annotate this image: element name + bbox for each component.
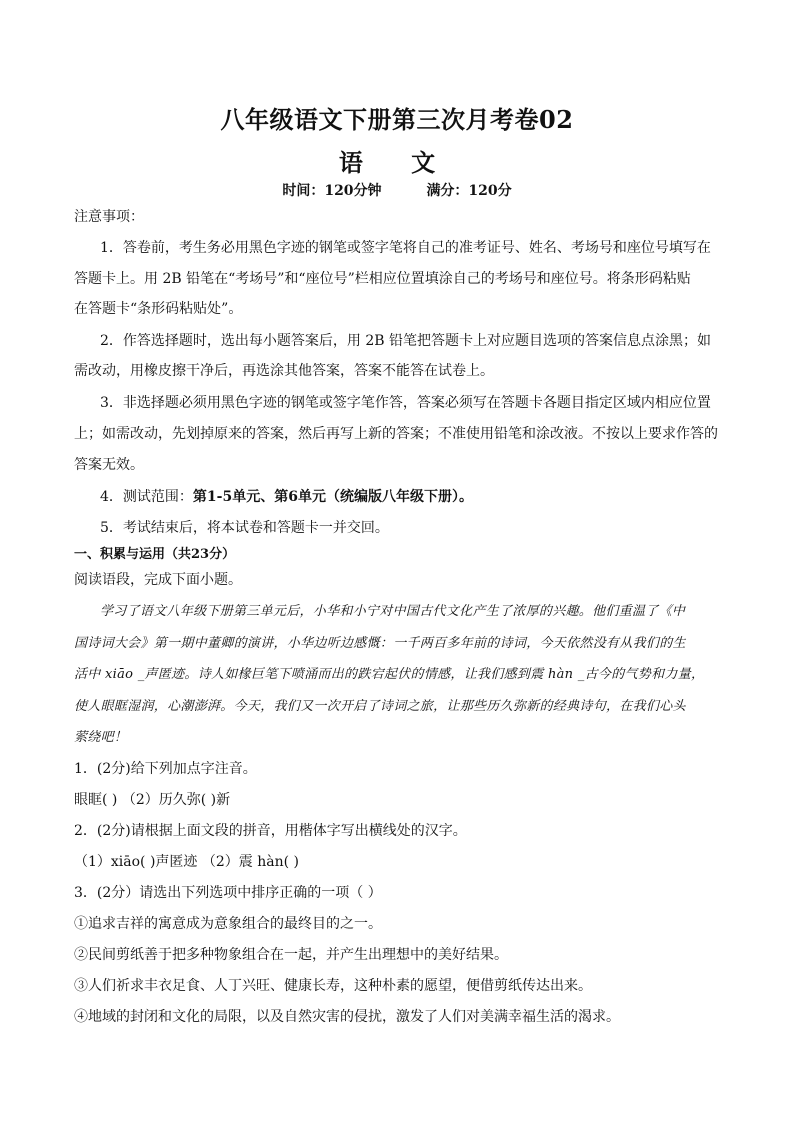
notice-item-5: 5．考试结束后，将本试卷和答题卡一并交回。 [100, 520, 389, 536]
exam-time: 时间：120分钟 [282, 183, 382, 199]
section-1-heading: 一、积累与运用（共23分） [74, 547, 236, 562]
exam-score: 满分：120分 [426, 183, 512, 199]
exam-meta [0, 180, 794, 200]
notice-item-1-line-2: 答题卡上。用 2B 铅笔在“考场号”和“座位号”栏相应位置填涂自己的考场号和座位号。将条形码粘贴 [74, 271, 691, 287]
question-3: 3．(2分）请选出下列选项中排序正确的一项（ ） [74, 885, 382, 901]
question-3-option-2: ②民间剪纸善于把多种物象组合在一起，并产生出理想中的美好结果。 [74, 947, 508, 963]
notice-item-2-line-1: 2．作答选择题时，选出每小题答案后，用 2B 铅笔把答题卡上对应题目选项的答案信息点涂黑；如 [100, 333, 712, 349]
question-3-option-1: ①追求吉祥的寓意成为意象组合的最终目的之一。 [74, 916, 382, 932]
passage-line-4: 使人眼眶湿润，心潮澎湃。今天，我们又一次开启了诗词之旅，让那些历久弥新的经典诗句，在我们心头 [74, 699, 686, 714]
question-3-option-4: ④地域的封闭和文化的局限，以及自然灾害的侵扰，激发了人们对美满幸福生活的渴求。 [74, 1009, 620, 1025]
question-3-option-3: ③人们祈求丰衣足食、人丁兴旺、健康长寿，这种朴素的愿望，便借剪纸传达出来。 [74, 978, 592, 994]
section-1-intro: 阅读语段，完成下面小题。 [74, 572, 242, 588]
passage-line-5: 萦绕吧！ [74, 730, 128, 745]
notice-heading: 注意事项： [74, 209, 144, 225]
notice-item-1-line-1: 1．答卷前，考生务必用黑色字迹的钢笔或签字笔将自己的准考证号、姓名、考场号和座位号填写在 [100, 240, 711, 256]
passage-line-1: 学习了语文八年级下册第三单元后，小华和小宁对中国古代文化产生了浓厚的兴趣。他们重温了《中 [100, 604, 686, 619]
question-1: 1．(2分)给下列加点字注音。 [74, 761, 257, 777]
question-2-items: （1）xiāo( )声匿迹 （2）震 hàn( ) [74, 854, 299, 870]
passage-line-2: 国诗词大会》第一期中董卿的演讲，小华边听边感慨：一千两百多年前的诗词，今天依然没有从我们的生 [74, 636, 686, 651]
notice-item-1-line-3: 在答题卡“条形码粘贴处”。 [74, 301, 243, 317]
notice-item-3-line-2: 上；如需改动，先划掉原来的答案，然后再写上新的答案；不准使用铅笔和涂改液。不按以上要求作答的 [74, 426, 718, 442]
passage-line-3: 活中 xiāo _声匿迹。诗人如椽巨笔下喷涌而出的跌宕起伏的情感，让我们感到震 hàn _古今的气势和力量， [74, 667, 705, 682]
notice-item-4-range: 第1-5单元、第6单元（统编版八年级下册）。 [192, 489, 473, 505]
notice-item-4 [100, 487, 720, 507]
question-2: 2．(2分)请根据上面文段的拼音，用楷体字写出横线处的汉字。 [74, 823, 467, 839]
notice-item-4-prefix: 4．测试范围： [100, 489, 193, 505]
notice-item-2-line-2: 需改动，用橡皮擦干净后，再选涂其他答案，答案不能答在试卷上。 [74, 363, 494, 379]
exam-subject: 语 文 [338, 148, 456, 177]
exam-title: 八年级语文下册第三次月考卷02 [220, 105, 574, 134]
notice-item-3-line-3: 答案无效。 [74, 457, 144, 473]
question-1-items: 眼眶( ) （2）历久弥( )新 [74, 792, 231, 808]
notice-item-3-line-1: 3．非选择题必须用黑色字迹的钢笔或签字笔作答，答案必须写在答题卡各题目指定区域内相应位置 [100, 395, 711, 411]
